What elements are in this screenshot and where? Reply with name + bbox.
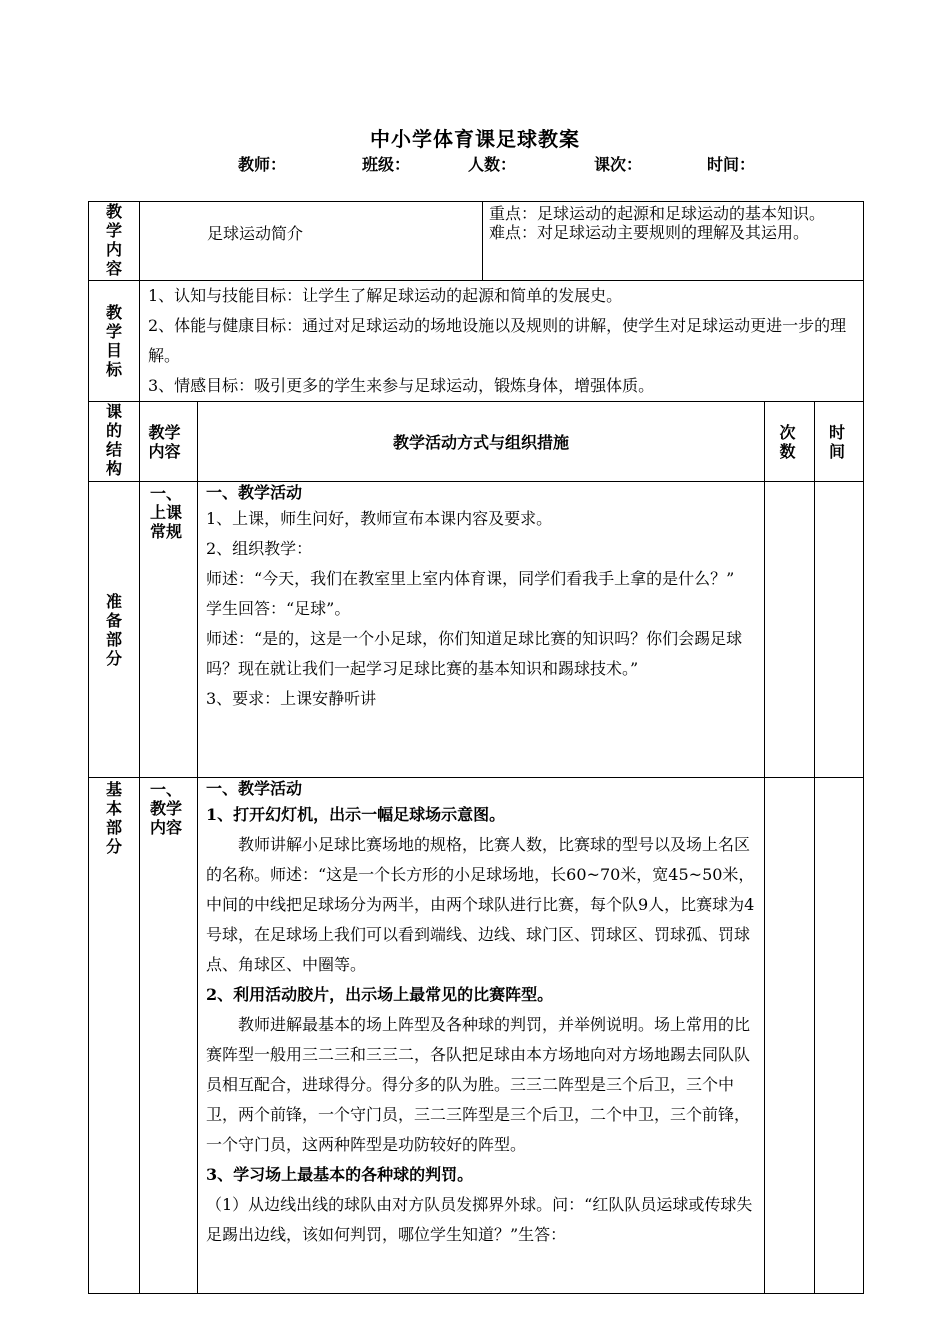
lesson-label: 课次： — [594, 155, 643, 174]
prep-label: 准备部分 — [105, 591, 122, 668]
basic-heading: 一、教学活动 — [206, 779, 303, 798]
prep-line: 师述：“是的，这是一个小足球，你们知道足球比赛的知识吗？你们会踢足球吗？现在就让我们一起学习足球比赛的基本知识和踢球技术。” — [206, 629, 743, 678]
goals-row — [89, 281, 864, 402]
step1-title: 1、打开幻灯机，出示一幅足球场示意图。 — [206, 805, 506, 824]
prep-label-cell — [89, 482, 140, 778]
basic-label-cell — [89, 778, 140, 1294]
prep-line: 2、组织教学： — [206, 539, 313, 558]
basic-duration-cell — [815, 778, 864, 1294]
goals-label-cell — [89, 281, 140, 402]
prep-sub-label: 一、上课常规 — [150, 484, 183, 541]
basic-sub-label: 一、教学内容 — [150, 780, 183, 837]
prep-activity-cell — [198, 482, 765, 778]
step3-title: 3、学习场上最基本的各种球的判罚。 — [206, 1165, 474, 1184]
prep-line: 师述：“今天，我们在教室里上室内体育课，同学们看我手上拿的是什么？” — [206, 569, 735, 588]
goals-label: 教学目标 — [105, 303, 122, 379]
step2-text: 教师进解最基本的场上阵型及各种球的判罚，并举例说明。场上常用的比赛阵型一般用三二三和三三二，各队把足球由本方场地向对方场地踢去同队队员相互配合，进球得分。得分多的队为胜。三三二阵型是三个后卫，三个中卫，两个前锋，一个守门员，三二三阵型是三个后卫，二个中卫，三个前锋，一个守门员，这两种阵型是功防较好的阵型。 — [206, 1015, 751, 1154]
structure-header-cell — [89, 402, 140, 482]
basic-label: 基本部分 — [105, 780, 122, 856]
lesson-plan-table — [88, 201, 864, 1294]
header-row — [89, 402, 864, 482]
goals-cell — [140, 281, 864, 402]
page-title: 中小学体育课足球教案 — [370, 127, 580, 151]
meta-row — [0, 152, 950, 174]
content-label-cell — [89, 202, 140, 281]
topic-cell — [140, 202, 483, 281]
activity-header-cell — [198, 402, 765, 482]
activity-header: 教学活动方式与组织措施 — [393, 433, 570, 452]
basic-row — [89, 778, 864, 1294]
basic-times-cell — [765, 778, 815, 1294]
prep-sub-cell — [140, 482, 198, 778]
prep-line: 3、要求：上课安静听讲 — [206, 689, 377, 708]
key-points-cell — [483, 202, 864, 281]
prep-heading: 一、教学活动 — [206, 483, 303, 502]
difficulty-text: 难点：对足球运动主要规则的理解及其运用。 — [489, 223, 810, 242]
time-label: 时间： — [707, 155, 756, 174]
step1-text: 教师讲解小足球比赛场地的规格，比赛人数，比赛球的型号以及场上名区的名称。师述：“这是一个长方形的小足球场地，长60~70米，宽45~50米，中间的中线把足球场分为两半，由两个球队进行比赛，每个队9人，比赛球为4号球，在足球场上我们可以看到端线、边线、球门区、罚球区、罚球孤、罚球点、角球区、中圈等。 — [206, 835, 755, 974]
prep-line: 1、上课，师生问好，教师宣布本课内容及要求。 — [206, 509, 553, 528]
step3-text: （1）从边线出线的球队由对方队员发掷界外球。问：“红队队员运球或传球失足踢出边线，该如何判罚，哪位学生知道？”生答： — [206, 1195, 753, 1244]
content-label: 教学内容 — [105, 202, 122, 278]
topic-text: 足球运动简介 — [207, 224, 304, 243]
structure-header: 课的结构 — [105, 402, 122, 478]
prep-row — [89, 482, 864, 778]
content-header: 教学内容 — [148, 422, 181, 461]
times-header-cell — [765, 402, 815, 482]
count-label: 人数： — [468, 155, 517, 174]
goal-item: 3、情感目标：吸引更多的学生来参与足球运动，锻炼身体，增强体质。 — [148, 376, 655, 395]
goal-item: 1、认知与技能目标：让学生了解足球运动的起源和简单的发展史。 — [148, 286, 623, 305]
basic-activity-cell — [198, 778, 765, 1294]
prep-line: 学生回答：“足球”。 — [206, 599, 351, 618]
prep-duration-cell — [815, 482, 864, 778]
content-row — [89, 202, 864, 281]
basic-sub-cell — [140, 778, 198, 1294]
step2-title: 2、利用活动胶片，出示场上最常见的比赛阵型。 — [206, 985, 554, 1004]
class-label: 班级： — [362, 155, 411, 174]
duration-header-cell — [815, 402, 864, 482]
key-points-text: 重点：足球运动的起源和足球运动的基本知识。 — [489, 204, 826, 223]
goal-item: 2、体能与健康目标：通过对足球运动的场地设施以及规则的讲解，使学生对足球运动更进一步的理解。 — [148, 316, 847, 365]
times-header: 次数 — [779, 422, 796, 461]
teacher-label: 教师： — [238, 155, 287, 174]
prep-times-cell — [765, 482, 815, 778]
duration-header: 时间 — [829, 422, 846, 461]
content-header-cell — [140, 402, 198, 482]
